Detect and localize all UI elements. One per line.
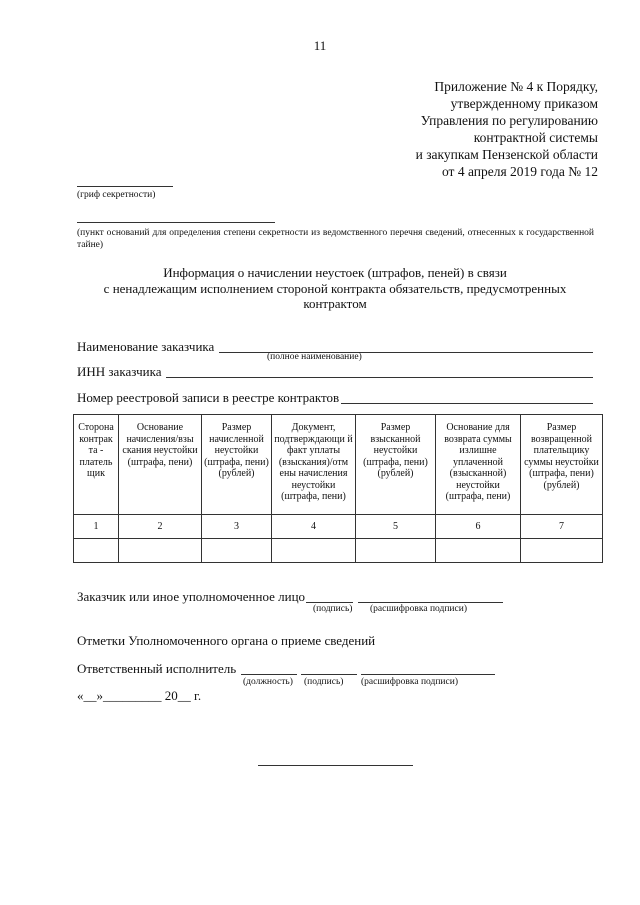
signature-line — [306, 602, 353, 603]
appendix-line: и закупкам Пензенской области — [415, 147, 598, 162]
appendix-line: контрактной системы — [473, 130, 598, 145]
closing-line — [258, 765, 413, 766]
registry-field — [341, 403, 593, 404]
appendix-header — [298, 78, 598, 180]
title-line: Информация о начислении неустоек (штрафов, пеней) в связи — [163, 265, 507, 280]
signature-decode-caption: (расшифровка подписи) — [370, 604, 467, 614]
registry-label: Номер реестровой записи в реестре контрактов — [77, 390, 340, 405]
penalties-table — [73, 414, 603, 563]
marks-label: Отметки Уполномоченного органа о приеме сведений — [77, 633, 376, 648]
header-cell: Размер взысканной неустойки (штрафа, пени) (рублей) — [356, 415, 436, 515]
customer-name-label: Наименование заказчика — [77, 339, 215, 354]
inn-label: ИНН заказчика — [77, 364, 162, 379]
basis-line — [77, 222, 275, 223]
customer-signature-label: Заказчик или иное уполномоченное лицо — [77, 589, 306, 604]
signature-decode-line — [358, 602, 503, 603]
number-cell: 6 — [436, 515, 521, 539]
table-header-row — [74, 415, 603, 515]
empty-cell — [74, 539, 119, 563]
header-cell: Основание начисления/взы скания неустойки (штрафа, пени) — [119, 415, 202, 515]
title-line: контрактом — [303, 296, 367, 311]
empty-cell — [521, 539, 603, 563]
document-title — [90, 265, 580, 312]
number-cell: 3 — [202, 515, 272, 539]
appendix-line: Управления по регулированию — [420, 113, 598, 128]
number-cell: 4 — [272, 515, 356, 539]
basis-note: (пункт оснований для определения степени секретности из ведомственного перечня сведений, отнесенных к государственной тайне) — [77, 228, 594, 250]
header-cell: Размер начисленной неустойки (штрафа, пени) (рублей) — [202, 415, 272, 515]
date-line: «__»_________ 20__ г. — [77, 688, 202, 703]
empty-cell — [119, 539, 202, 563]
empty-cell — [436, 539, 521, 563]
number-cell: 5 — [356, 515, 436, 539]
header-cell: Основание для возврата суммы излишне уплаченной (взысканной) неустойки (штрафа, пени) — [436, 415, 521, 515]
empty-cell — [202, 539, 272, 563]
header-cell: Сторона контрак та - платель щик — [74, 415, 119, 515]
header-cell: Документ, подтверждающи й факт уплаты (взыскания)/отм ены начисления неустойки (штрафа, пени) — [272, 415, 356, 515]
executor-sign-caption: (подпись) — [304, 677, 344, 687]
header-cell: Размер возвращенной плательщику суммы неустойки (штрафа, пени) (рублей) — [521, 415, 603, 515]
secrecy-line — [77, 186, 173, 187]
appendix-line: утвержденному приказом — [450, 96, 598, 111]
number-cell: 1 — [74, 515, 119, 539]
executor-label: Ответственный исполнитель — [77, 661, 237, 676]
title-line: с ненадлежащим исполнением стороной контракта обязательств, предусмотренных — [103, 280, 567, 296]
page-number: 11 — [313, 38, 327, 53]
executor-decode-caption: (расшифровка подписи) — [361, 677, 458, 687]
secrecy-label: (гриф секретности) — [77, 190, 156, 200]
table-number-row — [74, 515, 603, 539]
empty-cell — [272, 539, 356, 563]
signature-caption: (подпись) — [313, 604, 353, 614]
inn-field — [166, 377, 593, 378]
number-cell: 2 — [119, 515, 202, 539]
executor-decode-line — [361, 674, 495, 675]
customer-name-caption: (полное наименование) — [267, 352, 362, 362]
appendix-line: от 4 апреля 2019 года № 12 — [441, 164, 598, 179]
empty-cell — [356, 539, 436, 563]
executor-sign-line — [301, 674, 357, 675]
executor-position-line — [241, 674, 297, 675]
executor-position-caption: (должность) — [243, 677, 293, 687]
appendix-line: Приложение № 4 к Порядку, — [434, 79, 598, 94]
number-cell: 7 — [521, 515, 603, 539]
table-empty-row — [74, 539, 603, 563]
